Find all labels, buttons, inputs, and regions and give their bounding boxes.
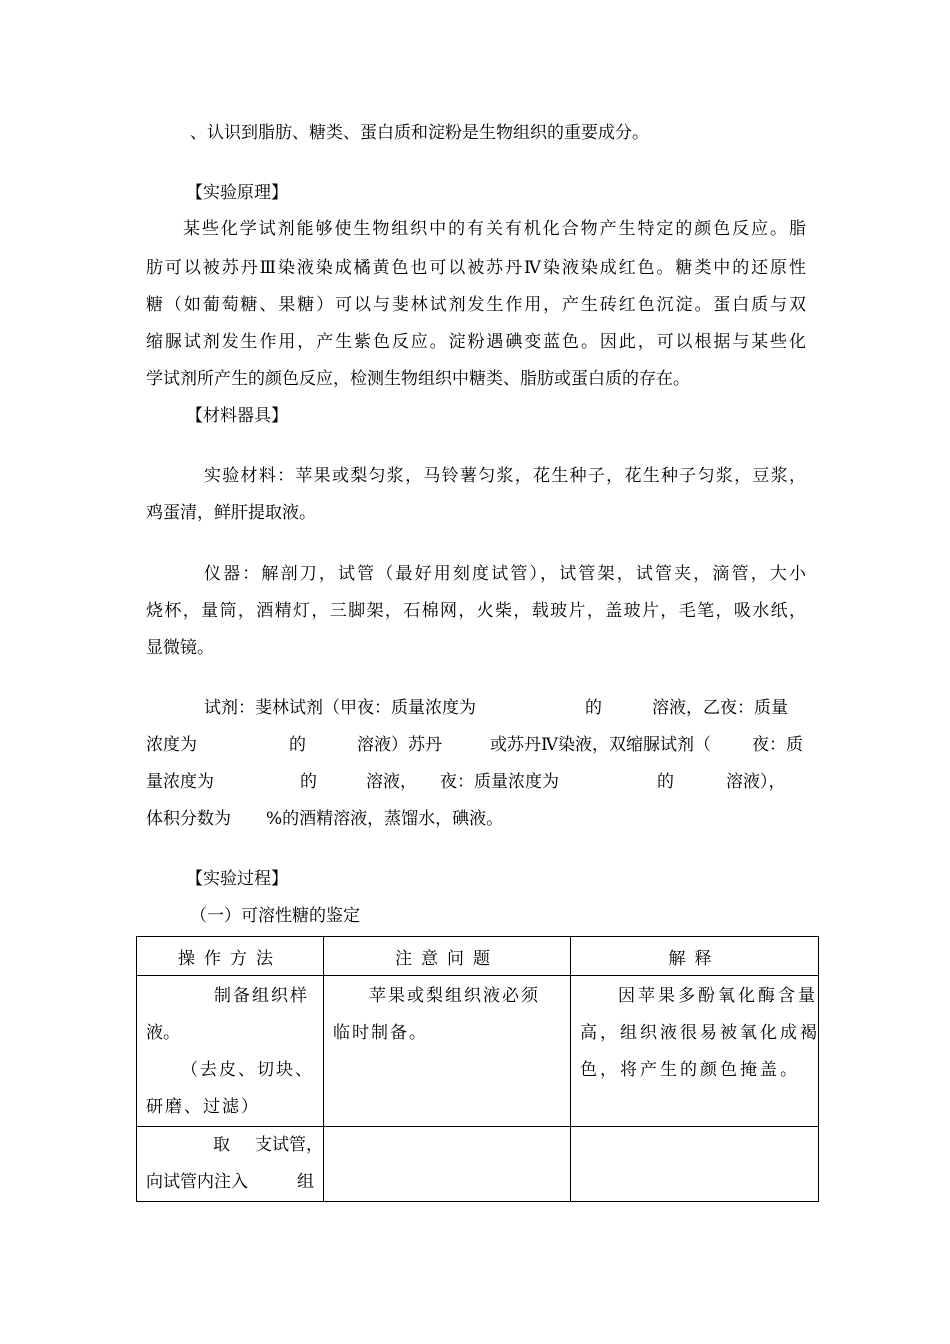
- notes-line: 苹果或梨组织液必须: [369, 986, 540, 1006]
- process-heading: 【实验过程】: [186, 869, 288, 889]
- table-header-row: [137, 937, 819, 976]
- principle-line: 肪可以被苏丹Ⅲ染液染成橘黄色也可以被苏丹Ⅳ染液染成红色。糖类中的还原性: [146, 258, 806, 278]
- reagents-text: 浓度为: [146, 735, 197, 755]
- reagents-text: 量浓度为: [146, 772, 214, 792]
- reagents-text: 的: [300, 772, 317, 792]
- reagents-text: %的酒精溶液，蒸馏水，碘液。: [266, 809, 504, 829]
- notes-line: 临时制备。: [333, 1023, 428, 1043]
- table-row: [137, 1127, 819, 1202]
- table-row: [137, 976, 819, 1127]
- method-line: 研磨、过滤）: [146, 1097, 260, 1117]
- reagents-text: 夜：质量浓度为: [440, 772, 559, 792]
- principle-line: 某些化学试剂能够使生物组织中的有关有机化合物产生特定的颜色反应。脂: [183, 219, 806, 239]
- header-notes: 注意问题: [324, 937, 571, 976]
- header-method: 操作方法: [137, 937, 324, 976]
- reagents-text: 溶液），: [726, 772, 786, 792]
- explanation-line: 高，组织液很易被氧化成褐: [580, 1023, 820, 1043]
- explanation-line: 因苹果多酚氧化酶含量: [618, 986, 818, 1006]
- procedure-table: [136, 936, 819, 1202]
- method-line: （去皮、切块、: [181, 1060, 314, 1080]
- reagents-text: 的: [289, 735, 306, 755]
- principle-heading: 【实验原理】: [186, 183, 288, 203]
- method-line: 液。: [146, 1023, 180, 1043]
- method-line: 取: [213, 1135, 230, 1155]
- notes-cell: [324, 976, 571, 1127]
- notes-cell: [324, 1127, 571, 1202]
- reagents-text: 夜：质: [752, 735, 803, 755]
- method-line: 组: [297, 1172, 314, 1192]
- method-line: 制备组织样: [214, 986, 309, 1006]
- reagents-text: 或苏丹Ⅳ染液，双缩脲试剂（: [490, 735, 711, 755]
- reagents-text: 体积分数为: [146, 809, 231, 829]
- process-subheading: （一）可溶性糖的鉴定: [190, 906, 360, 926]
- header-explanation: 解释: [571, 937, 819, 976]
- materials-line: 鸡蛋清，鲜肝提取液。: [146, 503, 316, 523]
- reagents-text: 溶液，乙夜：质量: [652, 698, 788, 718]
- explanation-cell: [571, 976, 819, 1127]
- method-cell: [137, 976, 324, 1127]
- principle-line: 缩脲试剂发生作用，产生紫色反应。淀粉遇碘变蓝色。因此，可以根据与某些化: [146, 332, 806, 352]
- reagents-text: 试剂：斐林试剂（甲夜：质量浓度为: [204, 698, 476, 718]
- reagents-text: 溶液）苏丹: [357, 735, 442, 755]
- materials-line: 实验材料：苹果或梨匀浆，马铃薯匀浆，花生种子，花生种子匀浆，豆浆，: [204, 466, 806, 486]
- instruments-line: 显微镜。: [146, 638, 214, 658]
- instruments-line: 烧杯，量筒，酒精灯，三脚架，石棉网，火柴，载玻片，盖玻片，毛笔，吸水纸，: [146, 601, 806, 621]
- method-cell: [137, 1127, 324, 1202]
- method-line: 向试管内注入: [146, 1172, 248, 1192]
- reagents-text: 的: [657, 772, 674, 792]
- reagents-text: 的: [585, 698, 602, 718]
- instruments-line: 仪器：解剖刀，试管（最好用刻度试管），试管架，试管夹，滴管，大小: [204, 564, 806, 584]
- principle-line: 学试剂所产生的颜色反应，检测生物组织中糖类、脂肪或蛋白质的存在。: [146, 369, 690, 389]
- principle-line: 糖（如葡萄糖、果糖）可以与斐林试剂发生作用，产生砖红色沉淀。蛋白质与双: [146, 295, 806, 315]
- intro-line: 、认识到脂肪、糖类、蛋白质和淀粉是生物组织的重要成分。: [190, 123, 649, 143]
- explanation-line: 色，将产生的颜色掩盖。: [580, 1060, 800, 1080]
- method-line: 支试管，: [255, 1135, 323, 1155]
- explanation-cell: [571, 1127, 819, 1202]
- materials-heading: 【材料器具】: [186, 406, 288, 426]
- reagents-text: 溶液，: [366, 772, 417, 792]
